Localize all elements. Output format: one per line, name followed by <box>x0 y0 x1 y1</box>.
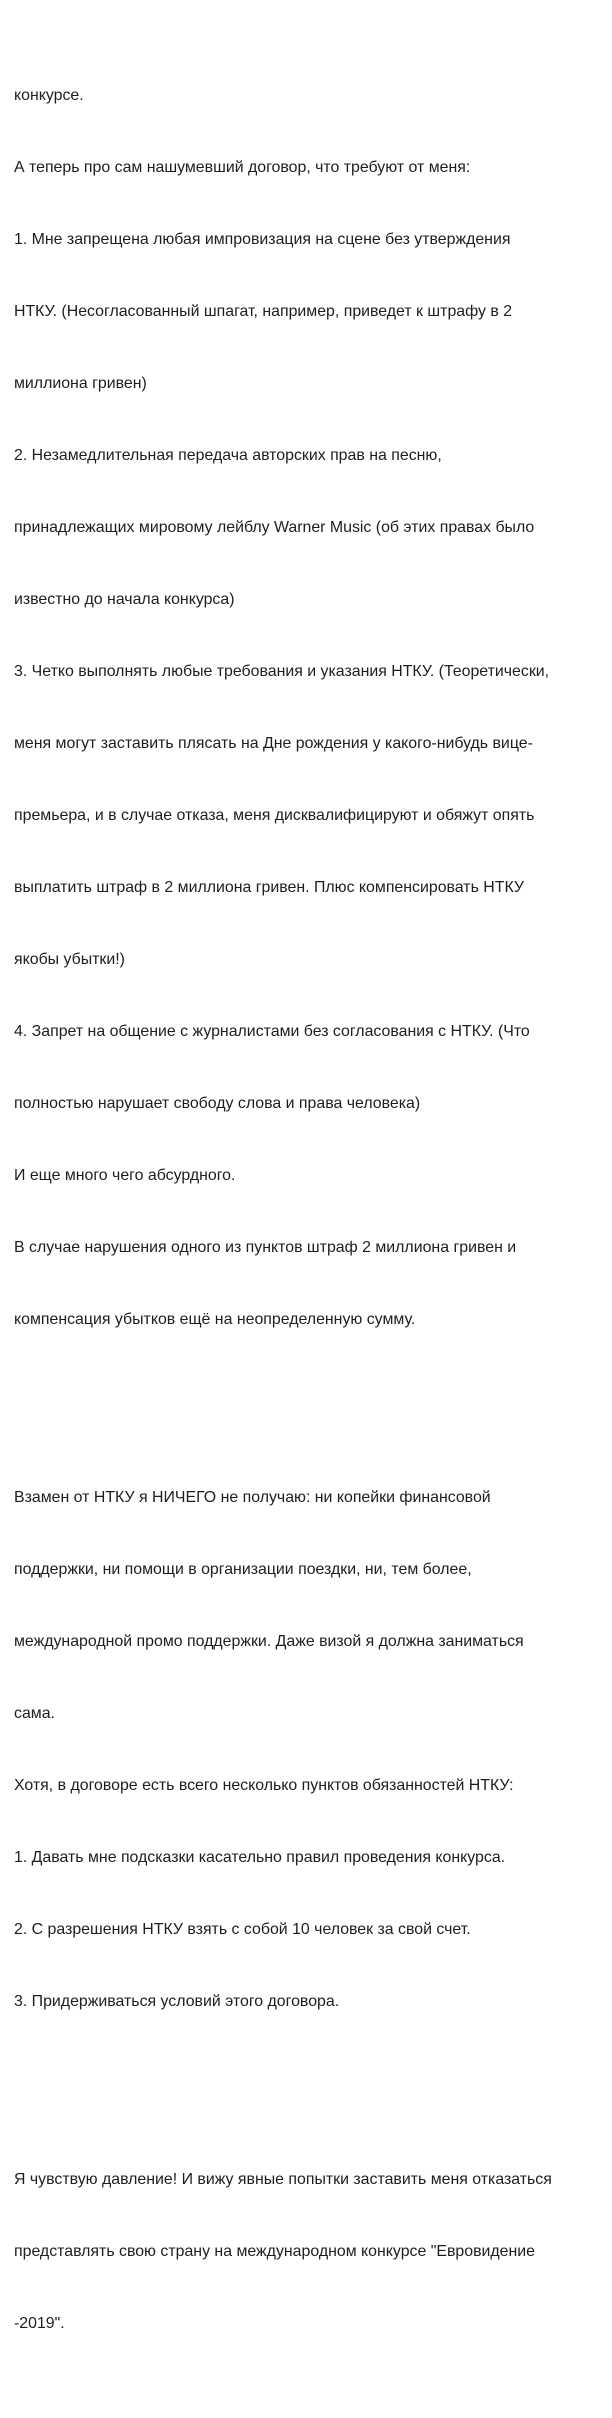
text-line: 2. С разрешения НТКУ взять с собой 10 человек за свой счет. <box>14 1921 471 1938</box>
text-line: Я чувствую давление! И вижу явные попытки заставить меня отказаться <box>14 2171 552 2188</box>
text-line: сама. <box>14 1705 55 1722</box>
text-line: 1. Мне запрещена любая импровизация на сцене без утверждения <box>14 231 511 248</box>
paragraph-contract-demands <box>14 36 612 1380</box>
text-line: компенсация убытков ещё на неопределенную сумму. <box>14 1311 416 1328</box>
text-line: премьера, и в случае отказа, меня дисквалифицируют и обяжут опять <box>14 807 535 824</box>
text-line: 3. Четко выполнять любые требования и указания НТКУ. (Теоретически, <box>14 663 550 680</box>
paragraph-ntku-obligations <box>14 1438 612 2062</box>
text-line: -2019". <box>14 2315 65 2332</box>
text-line: поддержки, ни помощи в организации поездки, ни, тем более, <box>14 1561 472 1578</box>
post-body <box>14 0 612 2418</box>
text-line: 4. Запрет на общение с журналистами без согласования с НТКУ. (Что <box>14 1023 530 1040</box>
text-line: А теперь про сам нашумевший договор, что требуют от меня: <box>14 159 471 176</box>
text-line: принадлежащих мировому лейблу Warner Music (об этих правах было <box>14 519 535 536</box>
text-line: В случае нарушения одного из пунктов штраф 2 миллиона гривен и <box>14 1239 517 1256</box>
text-line: выплатить штраф в 2 миллиона гривен. Плюс компенсировать НТКУ <box>14 879 524 896</box>
paragraph-conclusion <box>14 2120 612 2384</box>
text-line: миллиона гривен) <box>14 375 147 392</box>
text-line: международной промо поддержки. Даже визой я должна заниматься <box>14 1633 524 1650</box>
text-line: 1. Давать мне подсказки касательно правил проведения конкурса. <box>14 1849 506 1866</box>
text-line: Взамен от НТКУ я НИЧЕГО не получаю: ни копейки финансовой <box>14 1489 491 1506</box>
text-line: 2. Незамедлительная передача авторских прав на песню, <box>14 447 442 464</box>
text-line: представлять свою страну на международном конкурсе "Евровидение <box>14 2243 535 2260</box>
text-line: 3. Придерживаться условий этого договора. <box>14 1993 340 2010</box>
text-line: НТКУ. (Несогласованный шпагат, например, приведет к штрафу в 2 <box>14 303 513 320</box>
text-line: якобы убытки!) <box>14 951 125 968</box>
text-line: И еще много чего абсурдного. <box>14 1167 236 1184</box>
text-line: полностью нарушает свободу слова и права человека) <box>14 1095 421 1112</box>
text-line: известно до начала конкурса) <box>14 591 235 608</box>
text-line: конкурсе. <box>14 87 84 104</box>
text-line: меня могут заставить плясать на Дне рождения у какого-нибудь вице- <box>14 735 533 752</box>
text-line: Хотя, в договоре есть всего несколько пунктов обязанностей НТКУ: <box>14 1777 514 1794</box>
